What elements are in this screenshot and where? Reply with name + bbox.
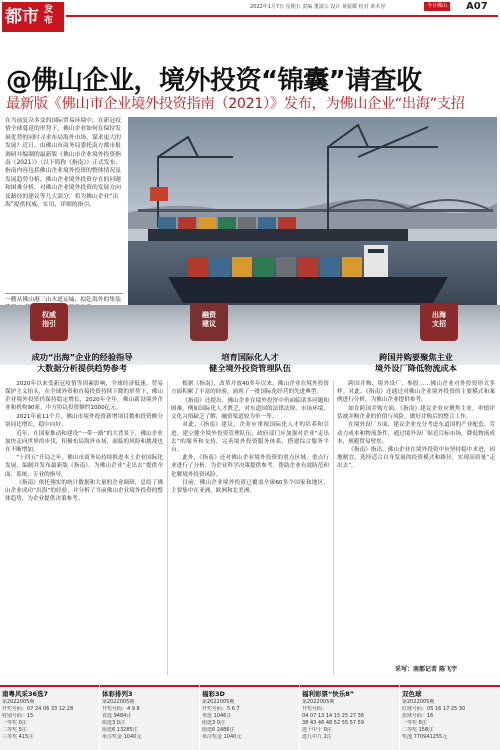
lottery-line: 一等奖 0注 (2, 720, 27, 726)
paragraph: “十四五”开局之年，佛山市商务局持续推进本土企业国际化发展，编制并发布最新版《指南》，为佛山企业“走出去”提供全面、系统、专业的指导。 (5, 455, 163, 478)
badge-label: 融资建议 (202, 311, 216, 328)
lottery-line: 单选 1046注 (202, 713, 232, 719)
lottery-line: 单注奖金 1040元 (102, 734, 142, 740)
lottery-line: 开奖号码：4 9 8 (102, 706, 140, 712)
lottery-line: 组选3 0注 (202, 720, 225, 726)
lottery-line: 二等奖 5注 (2, 727, 27, 733)
lottery-box (100, 685, 199, 750)
lottery-title: 福彩3D (202, 690, 225, 698)
badge-financing-advice (190, 303, 228, 341)
paragraph: 如在跨国并购方面，《指南》建议企业应聚焦主业，审慎评估被并购企业的价值与风险，做好并购后的整合工作。 (337, 405, 495, 420)
lottery-line: 第2022005期 (102, 699, 135, 705)
lottery-line: 第2022005期 (2, 699, 35, 705)
badge-label: 权威指引 (42, 311, 56, 328)
badge-going-abroad-tips (420, 303, 458, 341)
lottery-line: 奖池 770941255元 (402, 734, 448, 740)
lottery-line: 第2022005期 (402, 699, 435, 705)
paragraph: 近年，在国家推动和建设“一带一路”的大背景下，佛山企业加快走向世界的步伐，积极布局海外市场，面临的风险和挑战也在不断增加。 (5, 430, 163, 453)
lottery-line: 三等奖 415注 (2, 734, 34, 740)
lottery-line: 二等奖 158注 (402, 727, 434, 733)
lottery-title: 体彩排列3 (102, 690, 133, 698)
lottery-line: 选十中十 0注 (302, 727, 332, 733)
paragraph: 2021年前11个月，佛山市境外投资新增项目数和投资额分别同比增长，稳中向好。 (5, 413, 163, 428)
paragraph: 在境外设厂方面，建议企业充分考虑东道国的产业配套、劳动力成本和物流条件，通过境外设厂贴近目标市场，降低物流成本，规避贸易壁垒。 (337, 422, 495, 445)
lottery-line: 组选3 0注 (102, 720, 125, 726)
lottery-line: 蓝球号码：16 (402, 713, 434, 719)
section-2-body (171, 380, 329, 496)
masthead (0, 0, 500, 38)
issue-info: 2022年1月7日 星期五 责编 董淑云 设计 黄振耀 校对 黄木容 (250, 4, 386, 10)
page-number: A07 (466, 1, 488, 12)
byline: 采写：南都记者 陈飞宇 (395, 666, 458, 673)
lottery-line: 开奖号码：07 24 06 33 12 28 (2, 706, 74, 712)
lottery-line: 组选6 2486注 (202, 727, 235, 733)
lottery-line: 组选6 13285注 (102, 727, 138, 733)
badge-authoritative-guide (30, 303, 68, 341)
lottery-line: 单注奖金 1040元 (202, 734, 242, 740)
lottery-line: 一等奖 8注 (402, 720, 427, 726)
paragraph: 跨国并购、境外设厂、参股……佛山企业对外投资形式多样。对此，《指南》还通过对佛山企业境外投资的主要模式和案例进行分析，为佛山企业提供参考。 (337, 381, 495, 404)
lottery-line: 38 43 46 48 52 55 57 59 (302, 720, 365, 726)
lottery-box (400, 685, 500, 750)
paragraph: 2020年以来受新冠疫情等因素影响，全球经济低迷、贸易保护主义抬头，在全球外资和直接投资持续下降的形势下，佛山企业境外投资仍保持稳定增长，2020年全年，佛山新设境外企业和机构90家，中方协议投资额约1000亿元。 (5, 381, 163, 412)
brand-logo (2, 2, 64, 32)
subheadline: 最新版《佛山市企业境外投资指南（2021）》发布，为佛山企业“出海”支招 (6, 96, 465, 112)
lottery-line: 第2022005期 (202, 699, 235, 705)
brand-name: 都市 (5, 7, 39, 27)
lottery-title: 双色球 (402, 690, 422, 698)
section-1-body (5, 380, 163, 504)
lottery-title: 福利彩票“快乐8” (302, 690, 355, 698)
lottery-box (0, 685, 99, 750)
masthead-rule (66, 15, 498, 17)
lottery-box (300, 685, 399, 750)
lottery-line: 特别号码：15 (2, 713, 34, 719)
paragraph: 目前，佛山企业境外投资已覆盖全球60多个国家和地区，主要集中在亚洲、欧洲和北美洲。 (171, 480, 329, 495)
lottery-line: 开奖号码： (302, 706, 328, 712)
port-photo (128, 117, 497, 305)
lottery-line: 直选 9484注 (102, 713, 132, 719)
lead-paragraph: 在当前复杂多变的国际贸易环境中，在新冠疫情全球蔓延的形势下，佛山企业如何在保持发展优势的同时寻求布局海外市场，谋求更大的发展？近日，由佛山市商务局委托南方都市报调研并编制的最新版《佛山市企业境外投资指南（2021）》（以下简称《指南》）正式发布，指南内容包括佛山企业境外投资的整体情况及发展趋势分析、佛山企业境外投资存在的问题和困难分析，对佛山企业境外投资的发展方向及路径的建议等几大部分，将为佛山企业“出海”提供权威、实用、详细的指引。 (5, 118, 122, 209)
lottery-line: 红球号码：05 16 17 25 30 (402, 706, 466, 712)
section-name: 发布 (44, 5, 54, 26)
edition-tag: 今日佛山 (424, 2, 450, 11)
paragraph: 此外，《指南》还对佛山企业境外投资的重点区域、重点行业进行了分析，为企业科学决策提供参考，帮助企业有效防范和化解境外投资风险。 (171, 455, 329, 478)
lottery-line: 04 07 13 14 15 25 27 36 (302, 713, 365, 719)
section-3-title: 跨国并购要聚焦主业 境外设厂降低物流成本 (375, 352, 457, 373)
section-2-title: 培育国际化人才 健全境外投资管理队伍 (209, 352, 291, 373)
paragraph: 对此，《指南》建议，企业应重视国际化人才的培养和引进，建立健全境外投资管理队伍；政府部门应加强对企业“走出去”的服务和支持，完善境外投资服务体系，搭建综合服务平台。 (171, 422, 329, 453)
paragraph: 《指南》依托翔实的统计数据和大量的企业调研，总结了佛山企业成功“出海”的经验，并分析了当前佛山企业境外投资的整体趋势，为企业提供决策参考。 (5, 480, 163, 503)
lottery-title: 南粤风采36选7 (2, 690, 49, 698)
headline: @佛山企业，境外投资“锦囊”请查收 (6, 66, 422, 96)
paragraph: 《指南》还提出，佛山企业在境外投资中仍面临诸多问题和困难，例如国际化人才匮乏，对东道国的法律法规、市场环境、文化习俗缺乏了解，融资渠道较为单一等。 (171, 397, 329, 420)
section-3-body (337, 380, 495, 471)
lottery-line: 第2022005期 (302, 699, 335, 705)
column-divider (167, 380, 168, 675)
lottery-line: 开奖号码：5 6 7 (202, 706, 240, 712)
photo-caption: 一艘从佛山港三山水道运输，拟赴海外的集装 (5, 293, 123, 312)
paragraph: 根据《指南》，改革开放40多年以来，佛山企业在境外投资方面积累了丰富的经验，涌现了一批国际化经营的先进典型。 (171, 381, 329, 396)
badge-label: 出海支招 (432, 311, 446, 328)
lottery-line: 选九中九 2注 (302, 734, 332, 740)
lottery-box (200, 685, 299, 750)
section-1-title: 成功“出海”企业的经验指导 大数据分析提供趋势参考 (31, 352, 133, 373)
column-divider (333, 380, 334, 675)
paragraph: 《指南》指出，佛山企业在境外投资中应坚持稳中求进，因地制宜，选择适合自身发展的投资模式和路径，实现高质量“走出去”。 (337, 447, 495, 470)
